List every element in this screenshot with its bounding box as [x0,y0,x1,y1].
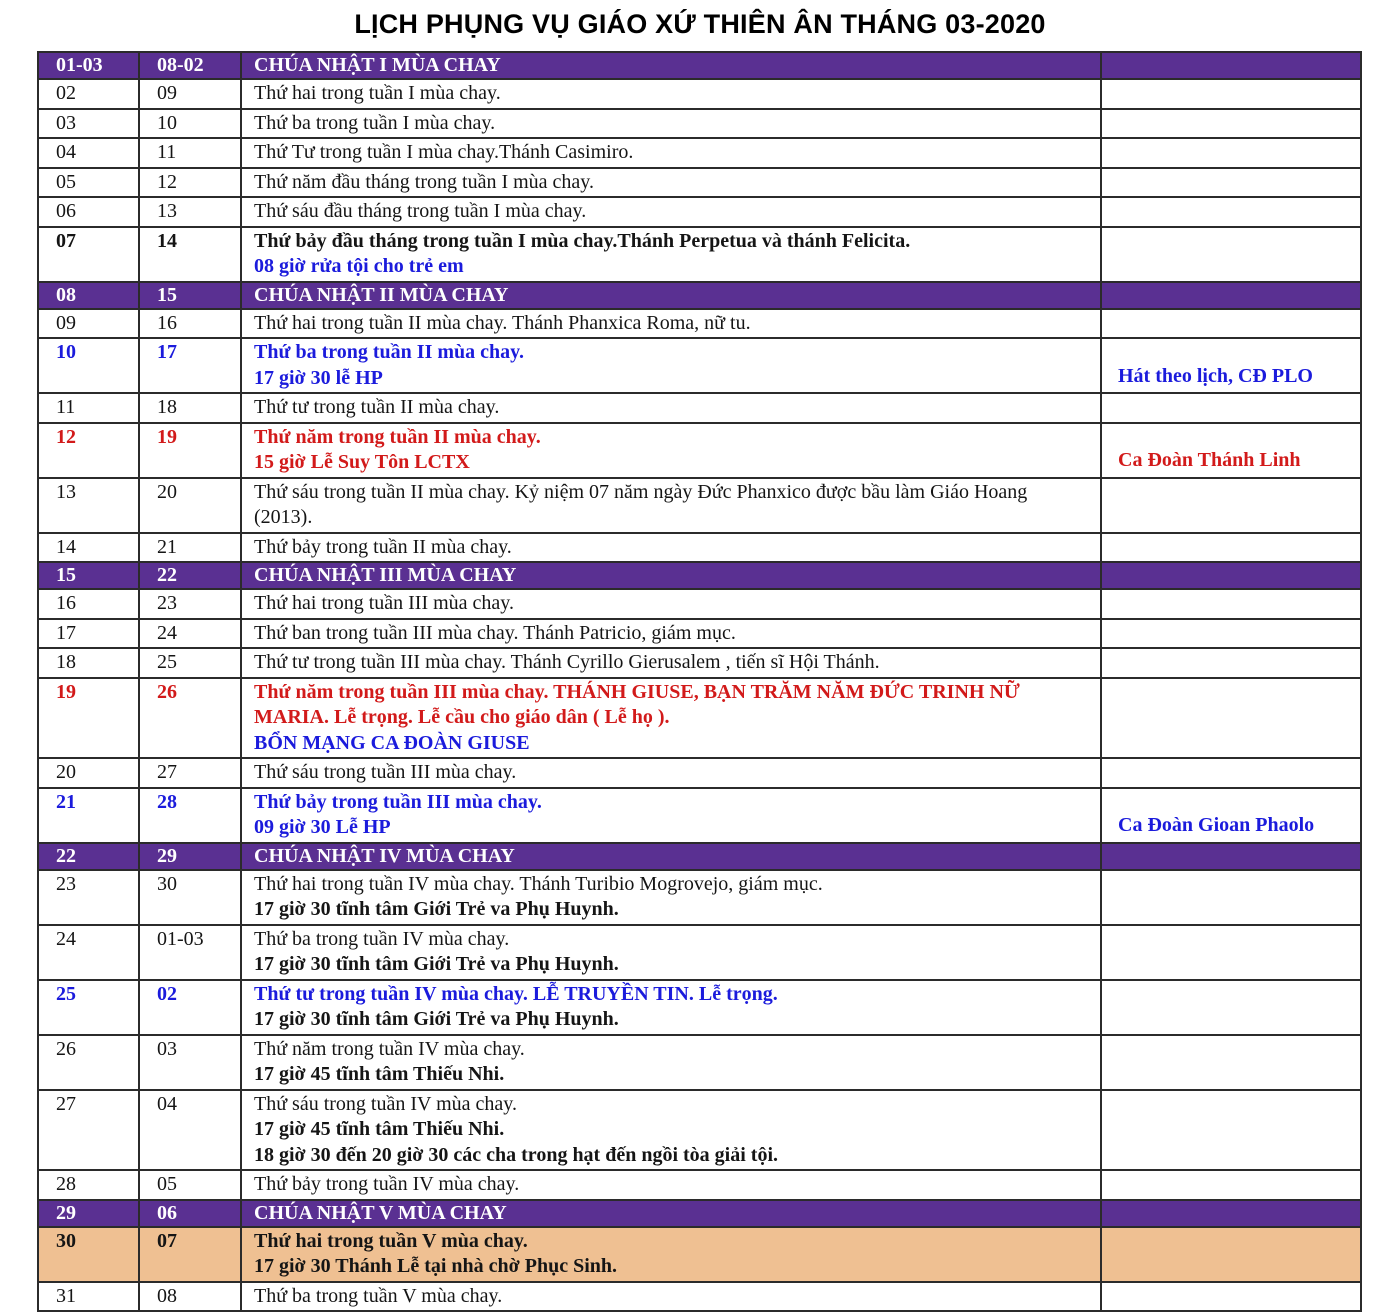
description-line: Thứ bảy trong tuần II mùa chay. [254,535,512,558]
description-line: Thứ ba trong tuần II mùa chay. [254,341,525,363]
lunar-date: 26 [157,680,177,703]
solar-date-cell [38,393,139,423]
table-row [38,282,1361,309]
lunar-date: 06 [157,1201,177,1224]
description-cell [241,197,1101,227]
note-cell [1101,619,1361,649]
lunar-date-cell [139,562,241,589]
lunar-date-cell [139,168,241,198]
description-line: Thứ bảy trong tuần IV mùa chay. [254,1173,520,1195]
solar-date-cell [38,648,139,678]
solar-date: 20 [56,761,76,783]
solar-date-cell [38,478,139,533]
table-row [38,589,1361,619]
lunar-date-cell [139,678,241,759]
solar-date: 27 [56,1092,76,1115]
table-row [38,648,1361,678]
solar-date-cell [38,562,139,589]
solar-date: 06 [56,200,76,222]
description-line: Thứ tư trong tuần IV mùa chay. LỄ TRUYỀN TIN. Lễ trọng. [254,982,778,1005]
note-cell [1101,168,1361,198]
lunar-date-cell [139,197,241,227]
solar-date: 08 [56,283,76,306]
table-row [38,843,1361,870]
description-line: Thứ sáu trong tuần III mùa chay. [254,761,517,783]
lunar-date: 13 [157,200,177,222]
lunar-date-cell [139,980,241,1035]
description-line: 17 giờ 45 tĩnh tâm Thiếu Nhi. [254,1063,505,1085]
table-row [38,227,1361,282]
description-line: Thứ năm đầu tháng trong tuần I mùa chay. [254,170,594,193]
table-row [38,338,1361,393]
table-row [38,533,1361,563]
description-cell [241,1200,1101,1227]
lunar-date: 12 [157,170,177,193]
table-row [38,197,1361,227]
lunar-date: 28 [157,790,177,813]
note-cell [1101,678,1361,759]
lunar-date-cell [139,227,241,282]
lunar-date: 21 [157,535,177,558]
description-cell [241,282,1101,309]
table-row [38,619,1361,649]
lunar-date: 11 [157,141,177,163]
lunar-date: 22 [157,564,177,586]
note-cell [1101,925,1361,980]
description-cell [241,589,1101,619]
lunar-date-cell [139,338,241,393]
table-row [38,109,1361,139]
solar-date: 17 [56,621,76,644]
table-row [38,138,1361,168]
description-line: 17 giờ 30 tĩnh tâm Giới Trẻ va Phụ Huynh. [254,1008,619,1030]
note-cell [1101,309,1361,339]
note-cell [1101,1170,1361,1200]
description-cell [241,393,1101,423]
solar-date-cell [38,925,139,980]
description-line: Thứ ba trong tuần V mùa chay. [254,1284,503,1307]
note-cell [1101,282,1361,309]
description-cell [241,843,1101,870]
note-cell [1101,423,1361,478]
description-line: 17 giờ 30 tĩnh tâm Giới Trẻ va Phụ Huynh. [254,898,619,920]
lunar-date-cell [139,393,241,423]
solar-date: 22 [56,844,76,867]
sunday-title: CHÚA NHẬT V MÙA CHAY [254,1201,507,1224]
liturgy-table [37,51,1362,1312]
description-cell [241,1090,1101,1171]
description-cell [241,109,1101,139]
description-cell [241,678,1101,759]
table-row [38,79,1361,109]
solar-date: 18 [56,651,76,673]
lunar-date: 17 [157,341,177,363]
table-row [38,1170,1361,1200]
solar-date-cell [38,870,139,925]
note-cell [1101,589,1361,619]
table-row [38,980,1361,1035]
solar-date: 02 [56,82,76,104]
solar-date: 04 [56,141,76,163]
description-line: Thứ bảy đầu tháng trong tuần I mùa chay.Thánh Perpetua và thánh Felicita. [254,229,911,252]
table-row [38,309,1361,339]
note-cell [1101,1035,1361,1090]
description-cell [241,648,1101,678]
description-cell [241,1035,1101,1090]
table-row [38,788,1361,843]
description-line: Thứ tư trong tuần III mùa chay. Thánh Cyrillo Gierusalem , tiến sĩ Hội Thánh. [254,651,880,673]
description-line: Thứ Tư trong tuần I mùa chay.Thánh Casimiro. [254,141,634,163]
table-row [38,393,1361,423]
solar-date: 12 [56,425,76,448]
lunar-date-cell [139,282,241,309]
lunar-date: 03 [157,1037,177,1060]
note-cell [1101,648,1361,678]
table-row [38,1090,1361,1171]
solar-date-cell [38,109,139,139]
note-cell [1101,393,1361,423]
solar-date: 24 [56,927,76,950]
description-cell [241,478,1101,533]
description-line: Thứ ban trong tuần III mùa chay. Thánh Patricio, giám mục. [254,621,736,644]
lunar-date-cell [139,1035,241,1090]
description-cell [241,1170,1101,1200]
note-cell [1101,788,1361,843]
description-line: Thứ năm trong tuần III mùa chay. THÁNH GIUSE, BẠN TRĂM NĂM ĐỨC TRINH NỮ MARIA. Lễ trọng. Lễ cầu cho giáo dân ( Lễ họ ). [254,680,1020,728]
lunar-date: 01-03 [157,927,204,950]
description-line: 18 giờ 30 đến 20 giờ 30 các cha trong hạt đến ngồi tòa giải tội. [254,1143,779,1166]
solar-date-cell [38,309,139,339]
solar-date-cell [38,1035,139,1090]
solar-date: 15 [56,564,76,586]
solar-date: 07 [56,229,76,252]
solar-date-cell [38,533,139,563]
description-cell [241,52,1101,79]
note-cell [1101,562,1361,589]
solar-date-cell [38,1090,139,1171]
solar-date: 23 [56,872,76,895]
solar-date: 05 [56,170,76,193]
description-line: 09 giờ 30 Lễ HP [254,816,391,838]
lunar-date-cell [139,1200,241,1227]
solar-date: 30 [56,1229,76,1252]
table-row [38,870,1361,925]
description-cell [241,309,1101,339]
table-row [38,1227,1361,1282]
lunar-date-cell [139,423,241,478]
liturgy-table-body [38,52,1361,1311]
description-line: Thứ sáu trong tuần IV mùa chay. [254,1092,517,1115]
table-row [38,925,1361,980]
description-line: Thứ ba trong tuần IV mùa chay. [254,927,510,950]
solar-date: 13 [56,480,76,503]
table-row [38,678,1361,759]
description-cell [241,562,1101,589]
description-line: Thứ hai trong tuần V mùa chay. [254,1229,528,1252]
lunar-date-cell [139,79,241,109]
note-cell [1101,1282,1361,1312]
note-cell [1101,1090,1361,1171]
solar-date: 16 [56,592,76,614]
note-cell [1101,478,1361,533]
description-cell [241,980,1101,1035]
lunar-date: 07 [157,1229,177,1252]
description-cell [241,619,1101,649]
description-line: Thứ hai trong tuần I mùa chay. [254,82,501,104]
lunar-date: 04 [157,1092,177,1115]
lunar-date-cell [139,1170,241,1200]
solar-date: 10 [56,341,76,363]
table-row [38,423,1361,478]
lunar-date: 18 [157,396,177,418]
solar-date-cell [38,1200,139,1227]
lunar-date: 16 [157,311,177,334]
solar-date: 19 [56,680,76,703]
table-row [38,1200,1361,1227]
description-cell [241,338,1101,393]
solar-date-cell [38,52,139,79]
note-cell [1101,79,1361,109]
solar-date: 03 [56,111,76,134]
description-line: Thứ sáu trong tuần II mùa chay. Kỷ niệm 07 năm ngày Đức Phanxico được bầu làm Giáo Hoang (2013). [254,480,1028,528]
solar-date-cell [38,1282,139,1312]
note-cell [1101,1227,1361,1282]
description-cell [241,1227,1101,1282]
solar-date: 25 [56,982,76,1005]
table-row [38,758,1361,788]
lunar-date-cell [139,109,241,139]
note-cell [1101,758,1361,788]
solar-date-cell [38,619,139,649]
solar-date: 29 [56,1201,76,1224]
description-line: 08 giờ rửa tội cho trẻ em [254,255,464,277]
page-title: LỊCH PHỤNG VỤ GIÁO XỨ THIÊN ÂN THÁNG 03-2020 [354,9,1046,39]
solar-date-cell [38,197,139,227]
description-cell [241,533,1101,563]
description-cell [241,423,1101,478]
table-row [38,1035,1361,1090]
lunar-date-cell [139,478,241,533]
lunar-date: 24 [157,621,177,644]
note-cell [1101,109,1361,139]
table-row [38,52,1361,79]
solar-date-cell [38,282,139,309]
solar-date-cell [38,423,139,478]
solar-date-cell [38,227,139,282]
lunar-date: 14 [157,229,177,252]
note-cell [1101,138,1361,168]
solar-date-cell [38,788,139,843]
lunar-date-cell [139,619,241,649]
lunar-date: 23 [157,592,177,614]
solar-date-cell [38,138,139,168]
solar-date: 11 [56,396,76,418]
lunar-date-cell [139,758,241,788]
solar-date-cell [38,1227,139,1282]
description-line: 17 giờ 45 tĩnh tâm Thiếu Nhi. [254,1118,505,1140]
lunar-date-cell [139,788,241,843]
description-cell [241,227,1101,282]
lunar-date: 08-02 [157,54,204,76]
lunar-date-cell [139,1090,241,1171]
lunar-date: 05 [157,1173,177,1195]
solar-date: 26 [56,1037,76,1060]
description-cell [241,758,1101,788]
note-cell [1101,52,1361,79]
description-line: 17 giờ 30 Thánh Lễ tại nhà chờ Phục Sinh. [254,1255,617,1277]
solar-date-cell [38,678,139,759]
description-line: Thứ sáu đầu tháng trong tuần I mùa chay. [254,200,587,222]
table-row [38,562,1361,589]
description-cell [241,168,1101,198]
table-row [38,1282,1361,1312]
lunar-date-cell [139,843,241,870]
solar-date: 28 [56,1173,76,1195]
description-cell [241,1282,1101,1312]
description-cell [241,79,1101,109]
solar-date: 01-03 [56,54,103,76]
lunar-date-cell [139,1282,241,1312]
solar-date-cell [38,843,139,870]
table-row [38,168,1361,198]
description-line: Thứ tư trong tuần II mùa chay. [254,396,500,418]
solar-date-cell [38,1170,139,1200]
lunar-date: 09 [157,82,177,104]
lunar-date: 19 [157,425,177,448]
note-cell [1101,980,1361,1035]
sunday-title: CHÚA NHẬT IV MÙA CHAY [254,844,515,867]
solar-date-cell [38,168,139,198]
note-text: Ca Đoàn Gioan Phaolo [1118,814,1315,836]
solar-date-cell [38,589,139,619]
sunday-title: CHÚA NHẬT II MÙA CHAY [254,283,509,306]
note-text: Ca Đoàn Thánh Linh [1118,449,1301,471]
note-cell [1101,197,1361,227]
lunar-date: 20 [157,480,177,503]
sunday-title: CHÚA NHẬT I MÙA CHAY [254,54,501,76]
description-line: Thứ năm trong tuần II mùa chay. [254,425,541,448]
lunar-date-cell [139,309,241,339]
lunar-date-cell [139,589,241,619]
lunar-date: 25 [157,651,177,673]
description-line: 15 giờ Lễ Suy Tôn LCTX [254,451,470,473]
lunar-date: 30 [157,872,177,895]
note-cell [1101,533,1361,563]
solar-date-cell [38,758,139,788]
solar-date-cell [38,338,139,393]
description-line: Thứ ba trong tuần I mùa chay. [254,111,496,134]
lunar-date-cell [139,52,241,79]
lunar-date: 29 [157,844,177,867]
lunar-date: 27 [157,761,177,783]
lunar-date-cell [139,648,241,678]
description-line: Thứ năm trong tuần IV mùa chay. [254,1037,525,1060]
description-cell [241,788,1101,843]
note-cell [1101,338,1361,393]
solar-date: 14 [56,535,76,558]
solar-date: 09 [56,311,76,334]
lunar-date-cell [139,533,241,563]
solar-date-cell [38,79,139,109]
description-line: 17 giờ 30 lễ HP [254,366,383,389]
lunar-date-cell [139,1227,241,1282]
solar-date: 31 [56,1284,76,1307]
lunar-date: 15 [157,283,177,306]
solar-date-cell [38,980,139,1035]
description-cell [241,925,1101,980]
lunar-date: 02 [157,982,177,1005]
lunar-date-cell [139,138,241,168]
lunar-date-cell [139,925,241,980]
description-cell [241,138,1101,168]
description-line: Thứ hai trong tuần III mùa chay. [254,592,515,614]
lunar-date: 08 [157,1284,177,1307]
description-line: Thứ hai trong tuần IV mùa chay. Thánh Turibio Mogrovejo, giám mục. [254,872,823,895]
description-line: Thứ bảy trong tuần III mùa chay. [254,790,542,813]
table-row [38,478,1361,533]
note-cell [1101,227,1361,282]
lunar-date-cell [139,870,241,925]
note-text: Hát theo lịch, CĐ PLO [1118,364,1313,387]
solar-date: 21 [56,790,76,813]
note-cell [1101,843,1361,870]
description-cell [241,870,1101,925]
sunday-title: CHÚA NHẬT III MÙA CHAY [254,564,517,586]
description-line: 17 giờ 30 tĩnh tâm Giới Trẻ va Phụ Huynh. [254,953,619,975]
description-line: Thứ hai trong tuần II mùa chay. Thánh Phanxica Roma, nữ tu. [254,311,751,334]
note-cell [1101,870,1361,925]
description-line: BỔN MẠNG CA ĐOÀN GIUSE [254,731,530,754]
note-cell [1101,1200,1361,1227]
lunar-date: 10 [157,111,177,134]
